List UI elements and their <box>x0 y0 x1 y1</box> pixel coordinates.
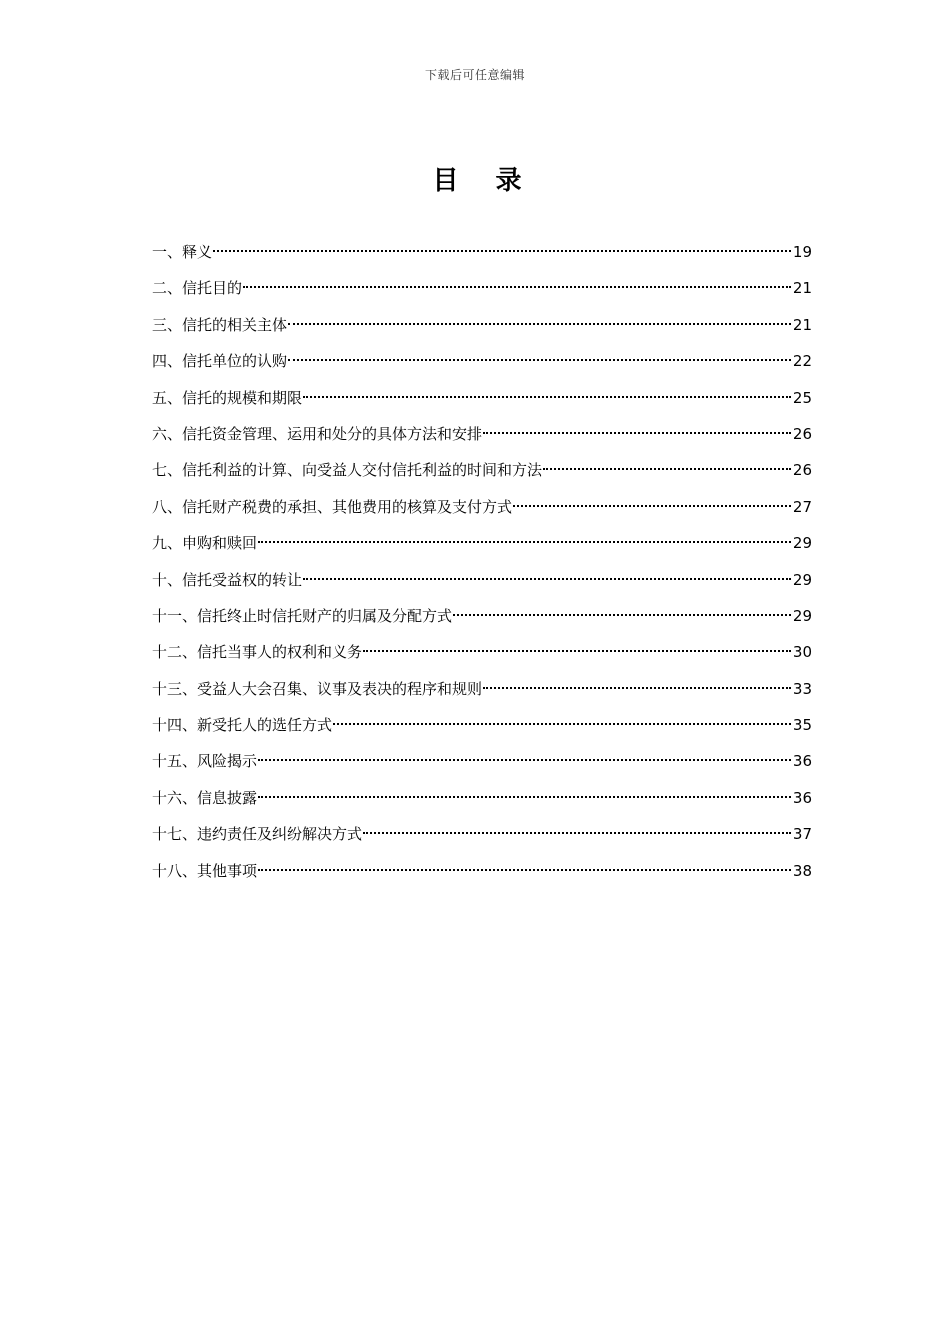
toc-entry-label: 十三、受益人大会召集、议事及表决的程序和规则 <box>152 679 483 698</box>
toc-entry[interactable] <box>152 673 812 709</box>
toc-entry-page: 21 <box>792 279 812 298</box>
toc-entry[interactable] <box>152 782 812 818</box>
toc-entry-label: 十七、违约责任及纠纷解决方式 <box>152 825 363 844</box>
toc-dot-leader <box>543 468 791 470</box>
toc-entry-label: 七、信托利益的计算、向受益人交付信托利益的时间和方法 <box>152 461 543 480</box>
toc-entry-page: 19 <box>792 243 812 261</box>
toc-entry-label: 十四、新受托人的选任方式 <box>152 716 333 735</box>
toc-entry[interactable] <box>152 236 812 272</box>
toc-entry-label: 九、申购和赎回 <box>152 534 258 553</box>
toc-entry-label: 十、信托受益权的转让 <box>152 570 303 589</box>
toc-entry-label: 六、信托资金管理、运用和处分的具体方法和安排 <box>152 424 483 443</box>
toc-entry[interactable] <box>152 564 812 600</box>
toc-dot-leader <box>258 869 791 871</box>
toc-entry[interactable] <box>152 709 812 745</box>
toc-dot-leader <box>213 250 791 252</box>
toc-dot-leader <box>288 359 791 361</box>
toc-entry-label: 十一、信托终止时信托财产的归属及分配方式 <box>152 606 453 625</box>
toc-entry[interactable] <box>152 345 812 381</box>
toc-entry[interactable] <box>152 491 812 527</box>
toc-entry-page: 29 <box>792 606 812 625</box>
toc-entry-page: 35 <box>792 716 812 735</box>
toc-entry-label: 四、信托单位的认购 <box>152 352 288 371</box>
toc-entry[interactable] <box>152 855 812 891</box>
toc-title: 目 录 <box>432 166 536 196</box>
toc-entry[interactable] <box>152 818 812 854</box>
toc-entry-page: 21 <box>792 315 812 334</box>
toc-dot-leader <box>363 650 791 652</box>
header-note: 下载后可任意编辑 <box>424 68 525 82</box>
toc-entry-label: 十六、信息披露 <box>152 788 258 807</box>
toc-entry[interactable] <box>152 309 812 345</box>
toc-entry-label: 八、信托财产税费的承担、其他费用的核算及支付方式 <box>152 497 513 516</box>
table-of-contents <box>152 236 812 891</box>
toc-entry-label: 三、信托的相关主体 <box>152 315 288 334</box>
toc-entry-page: 38 <box>792 861 812 880</box>
toc-entry-page: 27 <box>792 497 812 516</box>
toc-dot-leader <box>453 614 791 616</box>
toc-dot-leader <box>288 323 791 325</box>
toc-dot-leader <box>303 396 791 398</box>
toc-entry[interactable] <box>152 745 812 781</box>
toc-dot-leader <box>258 759 791 761</box>
toc-dot-leader <box>363 832 791 834</box>
toc-entry[interactable] <box>152 600 812 636</box>
toc-dot-leader <box>333 723 791 725</box>
toc-dot-leader <box>258 796 791 798</box>
toc-dot-leader <box>483 432 791 434</box>
toc-entry-page: 26 <box>792 461 812 480</box>
toc-entry-page: 36 <box>792 752 812 771</box>
toc-dot-leader <box>303 578 791 580</box>
toc-entry-label: 十二、信托当事人的权利和义务 <box>152 643 363 662</box>
toc-dot-leader <box>243 286 791 288</box>
toc-entry-page: 33 <box>792 679 812 698</box>
toc-entry-page: 36 <box>792 788 812 807</box>
toc-entry-page: 26 <box>792 424 812 443</box>
toc-entry-page: 22 <box>792 352 812 371</box>
toc-entry-page: 25 <box>792 388 812 407</box>
toc-entry[interactable] <box>152 418 812 454</box>
toc-entry-page: 37 <box>792 825 812 844</box>
toc-entry-page: 29 <box>792 570 812 589</box>
toc-dot-leader <box>258 541 791 543</box>
toc-entry-page: 29 <box>792 534 812 553</box>
toc-entry[interactable] <box>152 527 812 563</box>
toc-entry-page: 30 <box>792 643 812 662</box>
toc-entry-label: 五、信托的规模和期限 <box>152 388 303 407</box>
toc-entry[interactable] <box>152 636 812 672</box>
toc-entry[interactable] <box>152 382 812 418</box>
toc-entry-label: 二、信托目的 <box>152 279 243 298</box>
toc-dot-leader <box>483 687 791 689</box>
toc-entry[interactable] <box>152 454 812 490</box>
toc-entry-label: 十五、风险揭示 <box>152 752 258 771</box>
toc-entry-label: 一、释义 <box>152 243 213 261</box>
toc-dot-leader <box>513 505 791 507</box>
toc-entry-label: 十八、其他事项 <box>152 861 258 880</box>
toc-entry[interactable] <box>152 272 812 308</box>
